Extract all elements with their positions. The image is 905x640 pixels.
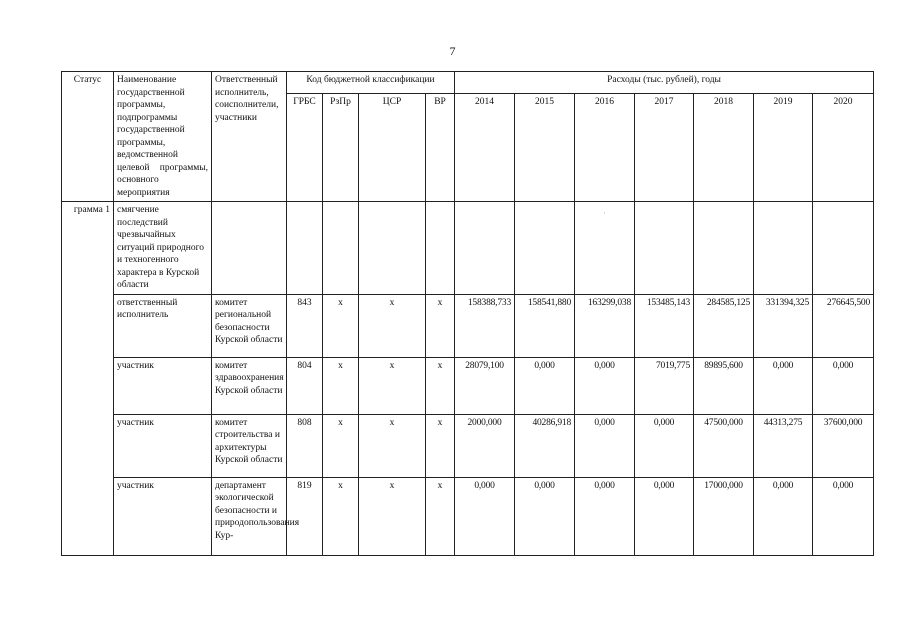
cell-role: участник [114, 414, 212, 477]
cell-org: департамент экологической безопасности и природопользования Кур- [212, 477, 287, 555]
cell-vr: х [426, 414, 455, 477]
header-year-2020: 2020 [813, 94, 874, 202]
cell-org: комитет здравоохранения Курской области [212, 357, 287, 414]
cell-csr: х [359, 294, 426, 357]
header-executor: Ответственный исполнитель, соисполнители, участники [212, 72, 287, 202]
cell-status: грамма 1 [62, 202, 114, 556]
cell-value-2014: 28079,100 [455, 357, 515, 414]
cell-grbs: 808 [287, 414, 323, 477]
cell-value-2016: 0,000 [575, 477, 635, 555]
cell-value-2016: 0,000 [575, 357, 635, 414]
table-row [62, 294, 874, 357]
cell-role: участник [114, 357, 212, 414]
cell-rzpr: х [323, 294, 359, 357]
header-rzpr: РзПр [323, 94, 359, 202]
cell-grbs: 804 [287, 357, 323, 414]
header-grbs: ГРБС [287, 94, 323, 202]
cell-value-2019: 0,000 [754, 477, 813, 555]
header-year-2018: 2018 [694, 94, 754, 202]
cell-value-2015: 0,000 [515, 477, 575, 555]
budget-table [61, 71, 874, 556]
cell-org: комитет строительства и архитектуры Курской области [212, 414, 287, 477]
cell-value-2017: 153485,143 [635, 294, 694, 357]
cell-value-2017: 0,000 [635, 477, 694, 555]
cell-value-2018: 17000,000 [694, 477, 754, 555]
header-vr: ВР [426, 94, 455, 202]
cell-value-2014: 2000,000 [455, 414, 515, 477]
cell-csr: х [359, 357, 426, 414]
header-year-2016: 2016 [575, 94, 635, 202]
header-row-top [62, 72, 874, 94]
cell-program-name: смягчение последствий чрезвычайных ситуаций природного и техногенного характера в Курской области [114, 202, 212, 295]
cell-value-2015: 0,000 [515, 357, 575, 414]
table-row [62, 414, 874, 477]
header-status: Статус [62, 72, 114, 202]
header-budget-code: Код бюджетной классификации [287, 72, 455, 94]
cell-role: ответственный исполнитель [114, 294, 212, 357]
cell-value-2015: 40286,918 [515, 414, 575, 477]
cell-value-2016: 0,000 [575, 414, 635, 477]
cell-role: участник [114, 477, 212, 555]
cell-value-2017: 7019,775 [635, 357, 694, 414]
cell-csr: х [359, 477, 426, 555]
cell-value-2016: 163299,038 [575, 294, 635, 357]
table-row [62, 357, 874, 414]
cell-value-2018: 89895,600 [694, 357, 754, 414]
cell-value-2018: 284585,125 [694, 294, 754, 357]
cell-value-2020: 276645,500 [813, 294, 874, 357]
cell-rzpr: х [323, 477, 359, 555]
cell-vr: х [426, 357, 455, 414]
cell-vr: х [426, 477, 455, 555]
header-year-2015: 2015 [515, 94, 575, 202]
cell-grbs: 843 [287, 294, 323, 357]
header-year-2017: 2017 [635, 94, 694, 202]
cell-value-2019: 44313,275 [754, 414, 813, 477]
cell-value-2020: 37600,000 [813, 414, 874, 477]
table-row [62, 477, 874, 555]
cell-csr: х [359, 414, 426, 477]
header-expenses: Расходы (тыс. рублей), годы [455, 72, 874, 94]
cell-rzpr: х [323, 357, 359, 414]
cell-value-2020: 0,000 [813, 477, 874, 555]
cell-org: комитет региональной безопасности Курской области [212, 294, 287, 357]
cell-value-2020: 0,000 [813, 357, 874, 414]
cell-value-2014: 158388,733 [455, 294, 515, 357]
cell-rzpr: х [323, 414, 359, 477]
cell-value-2015: 158541,880 [515, 294, 575, 357]
cell-value-2014: 0,000 [455, 477, 515, 555]
cell-vr: х [426, 294, 455, 357]
header-year-2019: 2019 [754, 94, 813, 202]
table-row-program [62, 202, 874, 295]
cell-value-2019: 0,000 [754, 357, 813, 414]
cell-value-2017: 0,000 [635, 414, 694, 477]
page-number: 7 [449, 44, 456, 58]
cell-value-2019: 331394,325 [754, 294, 813, 357]
stray-mark: · [603, 209, 606, 218]
cell-value-2018: 47500,000 [694, 414, 754, 477]
header-name: Наименование государственной программы, подпрограммы государственной программы, ведомственной целевой программы, основного мероприятия [114, 72, 212, 202]
header-year-2014: 2014 [455, 94, 515, 202]
cell-grbs: 819 [287, 477, 323, 555]
header-csr: ЦСР [359, 94, 426, 202]
